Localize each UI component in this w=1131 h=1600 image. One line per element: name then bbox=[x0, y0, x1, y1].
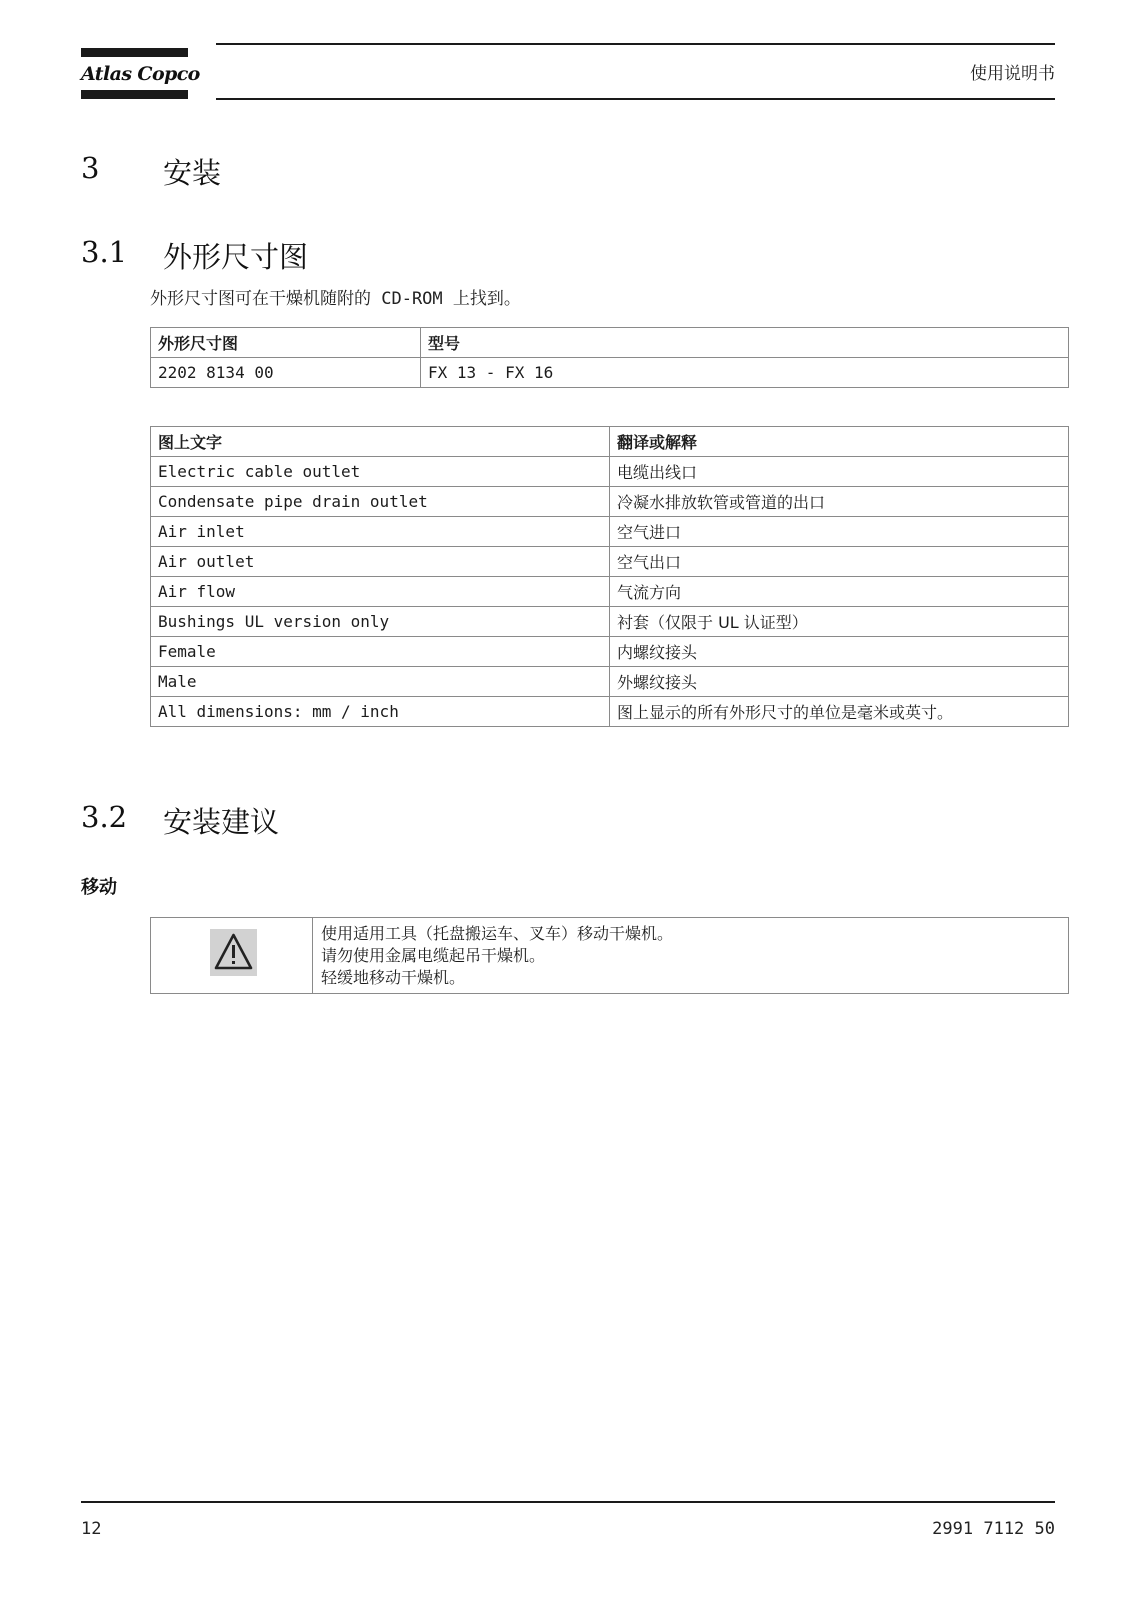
dimension-drawing-table bbox=[150, 327, 1069, 388]
section-3-1-intro: 外形尺寸图可在干燥机随附的 CD-ROM 上找到。 bbox=[150, 289, 521, 309]
table-cell: FX 13 - FX 16 bbox=[421, 358, 1069, 388]
table-row bbox=[151, 517, 1069, 547]
table-cell: Air inlet bbox=[151, 517, 610, 547]
section-number: 3.1 bbox=[81, 235, 128, 269]
header-bottom-rule bbox=[216, 98, 1055, 100]
section-number: 3 bbox=[81, 151, 100, 185]
header-top-rule bbox=[216, 43, 1055, 45]
table-cell: Condensate pipe drain outlet bbox=[151, 487, 610, 517]
section-title: 安装建议 bbox=[163, 805, 280, 839]
table-cell: Air outlet bbox=[151, 547, 610, 577]
table-header-row bbox=[151, 427, 1069, 457]
table-cell: 气流方向 bbox=[610, 577, 1069, 607]
table-cell: Male bbox=[151, 667, 610, 697]
table-header-row bbox=[151, 328, 1069, 358]
section-title: 安装 bbox=[163, 156, 222, 190]
table-cell: Bushings UL version only bbox=[151, 607, 610, 637]
drawing-legend-table bbox=[150, 426, 1069, 727]
table-row bbox=[151, 547, 1069, 577]
table-row bbox=[151, 457, 1069, 487]
warning-line: 请勿使用金属电缆起吊干燥机。 bbox=[321, 946, 546, 965]
moving-warning-box bbox=[150, 917, 1069, 994]
table-header-cell: 翻译或解释 bbox=[610, 427, 1069, 457]
warning-triangle-icon bbox=[210, 929, 257, 976]
document-type: 使用说明书 bbox=[970, 64, 1055, 84]
table-row bbox=[151, 358, 1069, 388]
footer-rule bbox=[81, 1501, 1055, 1503]
table-row bbox=[151, 667, 1069, 697]
table-row bbox=[151, 487, 1069, 517]
table-cell: Air flow bbox=[151, 577, 610, 607]
table-cell: 冷凝水排放软管或管道的出口 bbox=[610, 487, 1069, 517]
warning-line: 使用适用工具（托盘搬运车、叉车）移动干燥机。 bbox=[321, 924, 674, 943]
logo-bottom-bar bbox=[81, 90, 188, 99]
table-cell: 外螺纹接头 bbox=[610, 667, 1069, 697]
table-row bbox=[151, 697, 1069, 727]
section-number: 3.2 bbox=[81, 800, 128, 834]
moving-subheading: 移动 bbox=[81, 877, 117, 898]
table-row bbox=[151, 577, 1069, 607]
table-cell: 衬套（仅限于 UL 认证型） bbox=[610, 607, 1069, 637]
document-number: 2991 7112 50 bbox=[932, 1519, 1055, 1539]
table-cell: 内螺纹接头 bbox=[610, 637, 1069, 667]
table-header-cell: 型号 bbox=[421, 328, 1069, 358]
logo-wordmark: Atlas Copco bbox=[81, 63, 200, 85]
warning-text bbox=[321, 923, 673, 989]
atlas-copco-logo bbox=[81, 48, 200, 100]
table-cell: 空气出口 bbox=[610, 547, 1069, 577]
warning-icon-cell bbox=[151, 918, 313, 993]
table-cell: Female bbox=[151, 637, 610, 667]
section-title: 外形尺寸图 bbox=[163, 240, 309, 274]
table-cell: 2202 8134 00 bbox=[151, 358, 421, 388]
table-cell: All dimensions: mm / inch bbox=[151, 697, 610, 727]
table-cell: 空气进口 bbox=[610, 517, 1069, 547]
table-cell: Electric cable outlet bbox=[151, 457, 610, 487]
table-cell: 图上显示的所有外形尺寸的单位是毫米或英寸。 bbox=[610, 697, 1069, 727]
page-number: 12 bbox=[81, 1519, 102, 1539]
logo-top-bar bbox=[81, 48, 188, 57]
table-row bbox=[151, 607, 1069, 637]
table-header-cell: 外形尺寸图 bbox=[151, 328, 421, 358]
table-cell: 电缆出线口 bbox=[610, 457, 1069, 487]
table-row bbox=[151, 637, 1069, 667]
table-header-cell: 图上文字 bbox=[151, 427, 610, 457]
warning-line: 轻缓地移动干燥机。 bbox=[321, 968, 466, 987]
